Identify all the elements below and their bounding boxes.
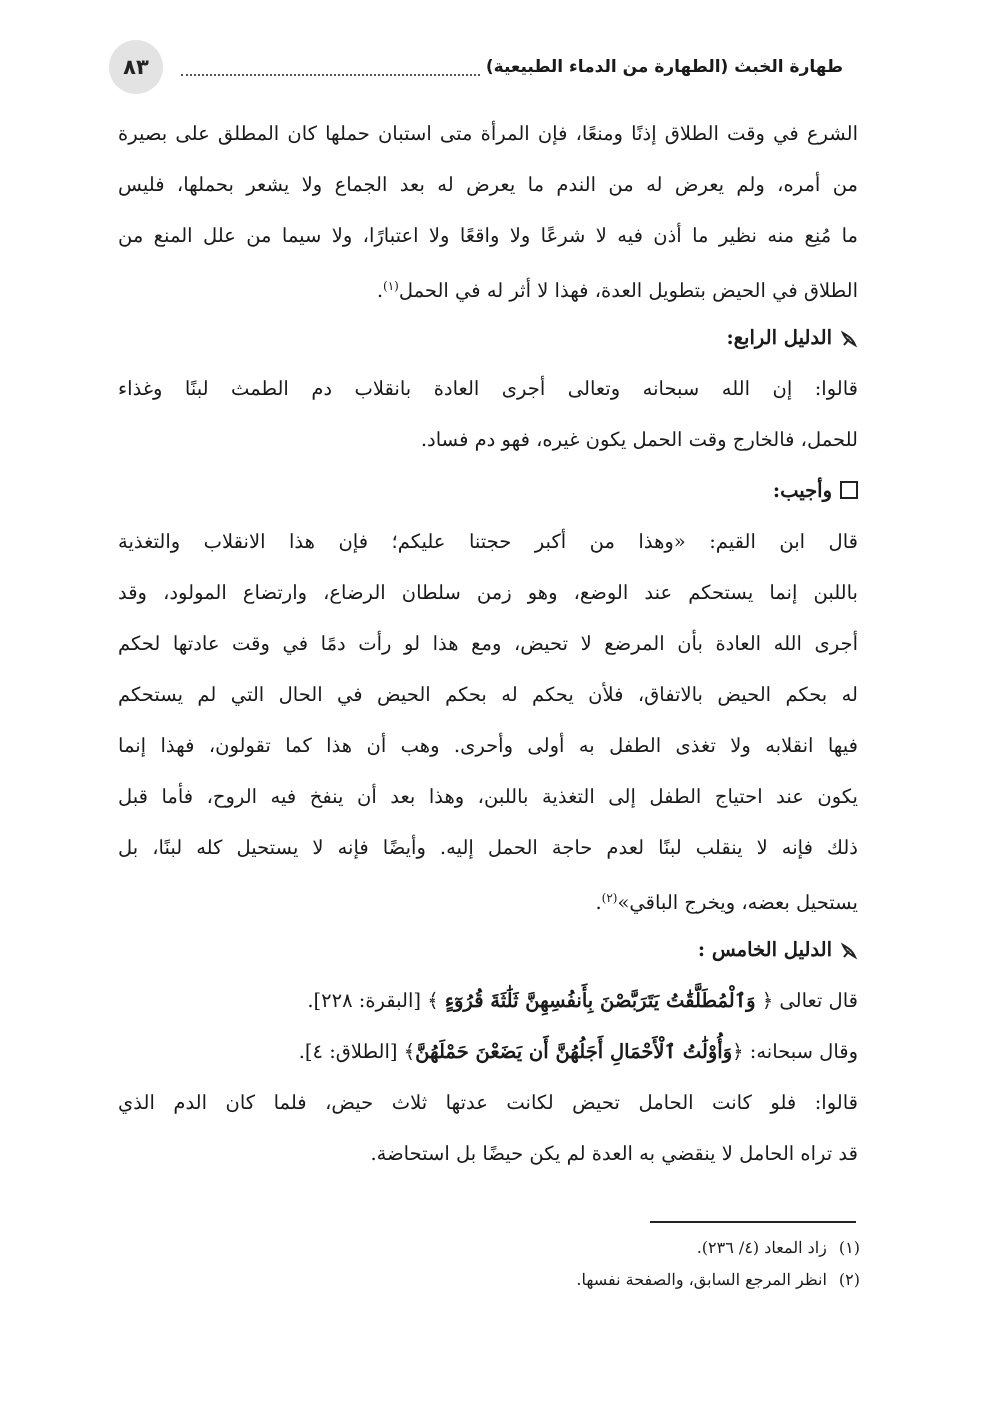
footnote-separator <box>650 1221 856 1223</box>
footnote-ref: (١) <box>383 279 399 293</box>
verse-line <box>118 975 858 1026</box>
text-fragment: الطلاق في الحيض بتطويل العدة، فهذا لا أثر له في الحمل <box>398 279 858 302</box>
running-title: طهارة الخبث (الطهارة من الدماء الطبيعية) <box>485 57 843 77</box>
text-line: قد تراه الحامل لا ينقضي به العدة لم يكن حيضًا بل استحاضة. <box>370 1142 858 1165</box>
header-dotted-leader <box>181 58 480 76</box>
text-line: باللبن إنما يستحكم عند الوضع، وهو زمن سلطان الرضاع، وارتضاع المولود، وقد <box>118 581 858 604</box>
text-line: قالوا: فلو كانت الحامل تحيض لكانت عدتها ثلاث حيض، فلما كان الدم الذي <box>118 1091 858 1114</box>
square-icon <box>840 481 858 499</box>
heading-text: الدليل الخامس : <box>697 938 832 961</box>
text-line: الشرع في وقت الطلاق إذنًا ومنعًا، فإن المرأة متى استبان حملها كان المطلق على بصيرة <box>118 122 858 145</box>
heading-text: الدليل الرابع: <box>726 326 832 349</box>
footnote-number: (١) <box>838 1238 860 1257</box>
footnote-ref: (٢) <box>601 891 618 905</box>
verse-line <box>118 1026 858 1077</box>
main-text <box>118 108 858 1179</box>
verse-intro: وقال سبحانه: ﴿ <box>732 1040 858 1063</box>
text-line: قال ابن القيم: «وهذا من أكبر حجتنا عليكم؛ فإن هذا الانقلاب والتغذية <box>118 530 858 553</box>
quran-verse: وَأُوْلَٰتُ ٱلْأَحْمَالِ أَجَلُهُنَّ أَن يَضَعْنَ حَمْلَهُنَّ <box>415 1040 733 1063</box>
verse-intro: قال تعالى ﴿ <box>755 989 858 1012</box>
text-line: للحمل، فالخارج وقت الحمل يكون غيره، فهو دم فساد. <box>420 428 858 451</box>
text-line: ما مُنِع منه نظير ما أذن فيه لا شرعًا ولا واقعًا ولا اعتبارًا، ولا سيما من علل المنع من <box>118 224 858 247</box>
text-line: ذلك فإنه لا ينقلب لبنًا لعدم حاجة الحمل إليه. وأيضًا فإنه لا يستحيل كله لبنًا، بل <box>118 836 858 859</box>
text-line: قالوا: إن الله سبحانه وتعالى أجرى العادة بانقلاب دم الطمث لبنًا وغذاء <box>118 377 858 400</box>
answer-heading <box>118 465 858 516</box>
footnote-text: انظر المرجع السابق، والصفحة نفسها. <box>576 1270 827 1289</box>
section-heading-4 <box>118 312 858 363</box>
text-line: له بحكم الحيض بالاتفاق، فلأن يحكم له بحكم الحيض في الحال التي لم يستحكم <box>118 683 858 706</box>
running-header <box>175 51 843 83</box>
text-line: الطلاق في الحيض بتطويل العدة، فهذا لا أثر له في الحمل$^{(١)}$. <box>376 279 858 302</box>
text-line: أجرى الله العادة بأن المرضع لا تحيض، ومع هذا لو رأت دمًا في وقت عادتها لحكم <box>118 632 858 655</box>
page-number-text: ٨٣ <box>123 55 149 79</box>
quran-verse: وَٱلْمُطَلَّقَٰتُ يَتَرَبَّصْنَ بِأَنفُسِهِنَّ ثَلَٰثَةَ قُرُوٓءٍ <box>444 989 756 1012</box>
footnote-text: زاد المعاد (٤/ ٢٣٦). <box>696 1238 827 1257</box>
pen-nib-icon <box>840 925 858 976</box>
footnotes <box>400 1232 860 1296</box>
verse-citation: ﴾ [الطلاق: ٤]. <box>298 1040 416 1063</box>
pen-nib-icon <box>840 313 858 364</box>
text-line: فيها انقلابه ولا تغذى الطفل به أولى وأحرى. وهب أن هذا كما تقولون، فهذا إنما <box>118 734 858 757</box>
text-line: من أمره، ولم يعرض له من الندم ما يعرض له بعد الجماع ولا يشعر بحملها، فليس <box>118 173 858 196</box>
footnote <box>400 1232 860 1264</box>
footnote-number: (٢) <box>838 1270 860 1289</box>
text-line: يستحيل بعضه، ويخرج الباقي»$^{(٢)}$. <box>595 891 858 914</box>
page-number <box>109 40 163 94</box>
footnote <box>400 1264 860 1296</box>
text-line: يكون عند احتياج الطفل إلى التغذية باللبن، وهذا بعد أن ينفخ فيه الروح، فأما قبل <box>118 785 858 808</box>
text-fragment: يستحيل بعضه، ويخرج الباقي» <box>617 891 858 914</box>
verse-citation: ﴾ [البقرة: ٢٢٨]. <box>307 989 445 1012</box>
heading-text: وأجيب: <box>772 479 832 502</box>
section-heading-5 <box>118 924 858 975</box>
